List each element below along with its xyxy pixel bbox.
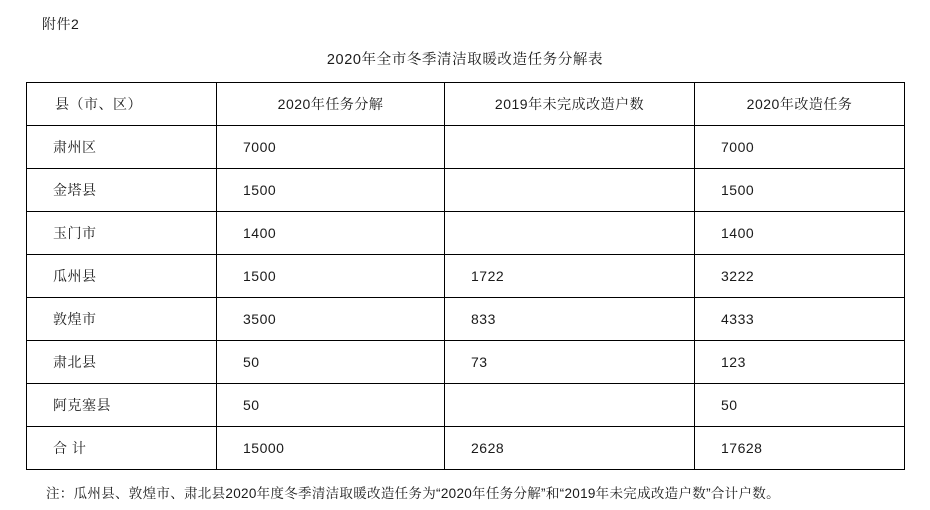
- cell-total-2020: 50: [695, 384, 905, 427]
- cell-unfinished-2019: [445, 126, 695, 169]
- cell-unfinished-2019: [445, 212, 695, 255]
- cell-total-2020: 4333: [695, 298, 905, 341]
- cell-county: 玉门市: [27, 212, 217, 255]
- column-header-task-2020: 2020年任务分解: [217, 83, 445, 126]
- cell-total-2020: 123: [695, 341, 905, 384]
- cell-total-2020: 1400: [695, 212, 905, 255]
- table-row: [27, 212, 905, 255]
- cell-task-2020: 1400: [217, 212, 445, 255]
- cell-task-2020: 3500: [217, 298, 445, 341]
- cell-county: 肃北县: [27, 341, 217, 384]
- column-header-unfinished-2019: 2019年未完成改造户数: [445, 83, 695, 126]
- cell-task-2020: 50: [217, 384, 445, 427]
- attachment-label: 附件2: [42, 16, 80, 32]
- table-row: [27, 169, 905, 212]
- cell-total-2020: 17628: [695, 427, 905, 470]
- table-header-row: [27, 83, 905, 126]
- cell-county: 敦煌市: [27, 298, 217, 341]
- cell-unfinished-2019: 1722: [445, 255, 695, 298]
- cell-total-2020: 1500: [695, 169, 905, 212]
- table-row: [27, 255, 905, 298]
- table-row: [27, 341, 905, 384]
- page-title: 2020年全市冬季清洁取暖改造任务分解表: [326, 52, 604, 68]
- table-row: [27, 298, 905, 341]
- cell-county: 瓜州县: [27, 255, 217, 298]
- heating-retrofit-table: [26, 82, 905, 470]
- table-footnote: 注：瓜州县、敦煌市、肃北县2020年度冬季清洁取暖改造任务为“2020年任务分解”和“2019年未完成改造户数”合计户数。: [46, 486, 780, 501]
- table-row: [27, 126, 905, 169]
- cell-task-2020: 50: [217, 341, 445, 384]
- cell-county: 合 计: [27, 427, 217, 470]
- cell-task-2020: 1500: [217, 255, 445, 298]
- cell-task-2020: 15000: [217, 427, 445, 470]
- cell-unfinished-2019: 833: [445, 298, 695, 341]
- table-total-row: [27, 427, 905, 470]
- table-row: [27, 384, 905, 427]
- cell-unfinished-2019: 2628: [445, 427, 695, 470]
- cell-county: 阿克塞县: [27, 384, 217, 427]
- cell-total-2020: 7000: [695, 126, 905, 169]
- cell-total-2020: 3222: [695, 255, 905, 298]
- column-header-county: 县（市、区）: [27, 83, 217, 126]
- cell-task-2020: 1500: [217, 169, 445, 212]
- cell-county: 肃州区: [27, 126, 217, 169]
- cell-county: 金塔县: [27, 169, 217, 212]
- cell-unfinished-2019: [445, 384, 695, 427]
- cell-unfinished-2019: 73: [445, 341, 695, 384]
- cell-unfinished-2019: [445, 169, 695, 212]
- column-header-total-2020: 2020年改造任务: [695, 83, 905, 126]
- cell-task-2020: 7000: [217, 126, 445, 169]
